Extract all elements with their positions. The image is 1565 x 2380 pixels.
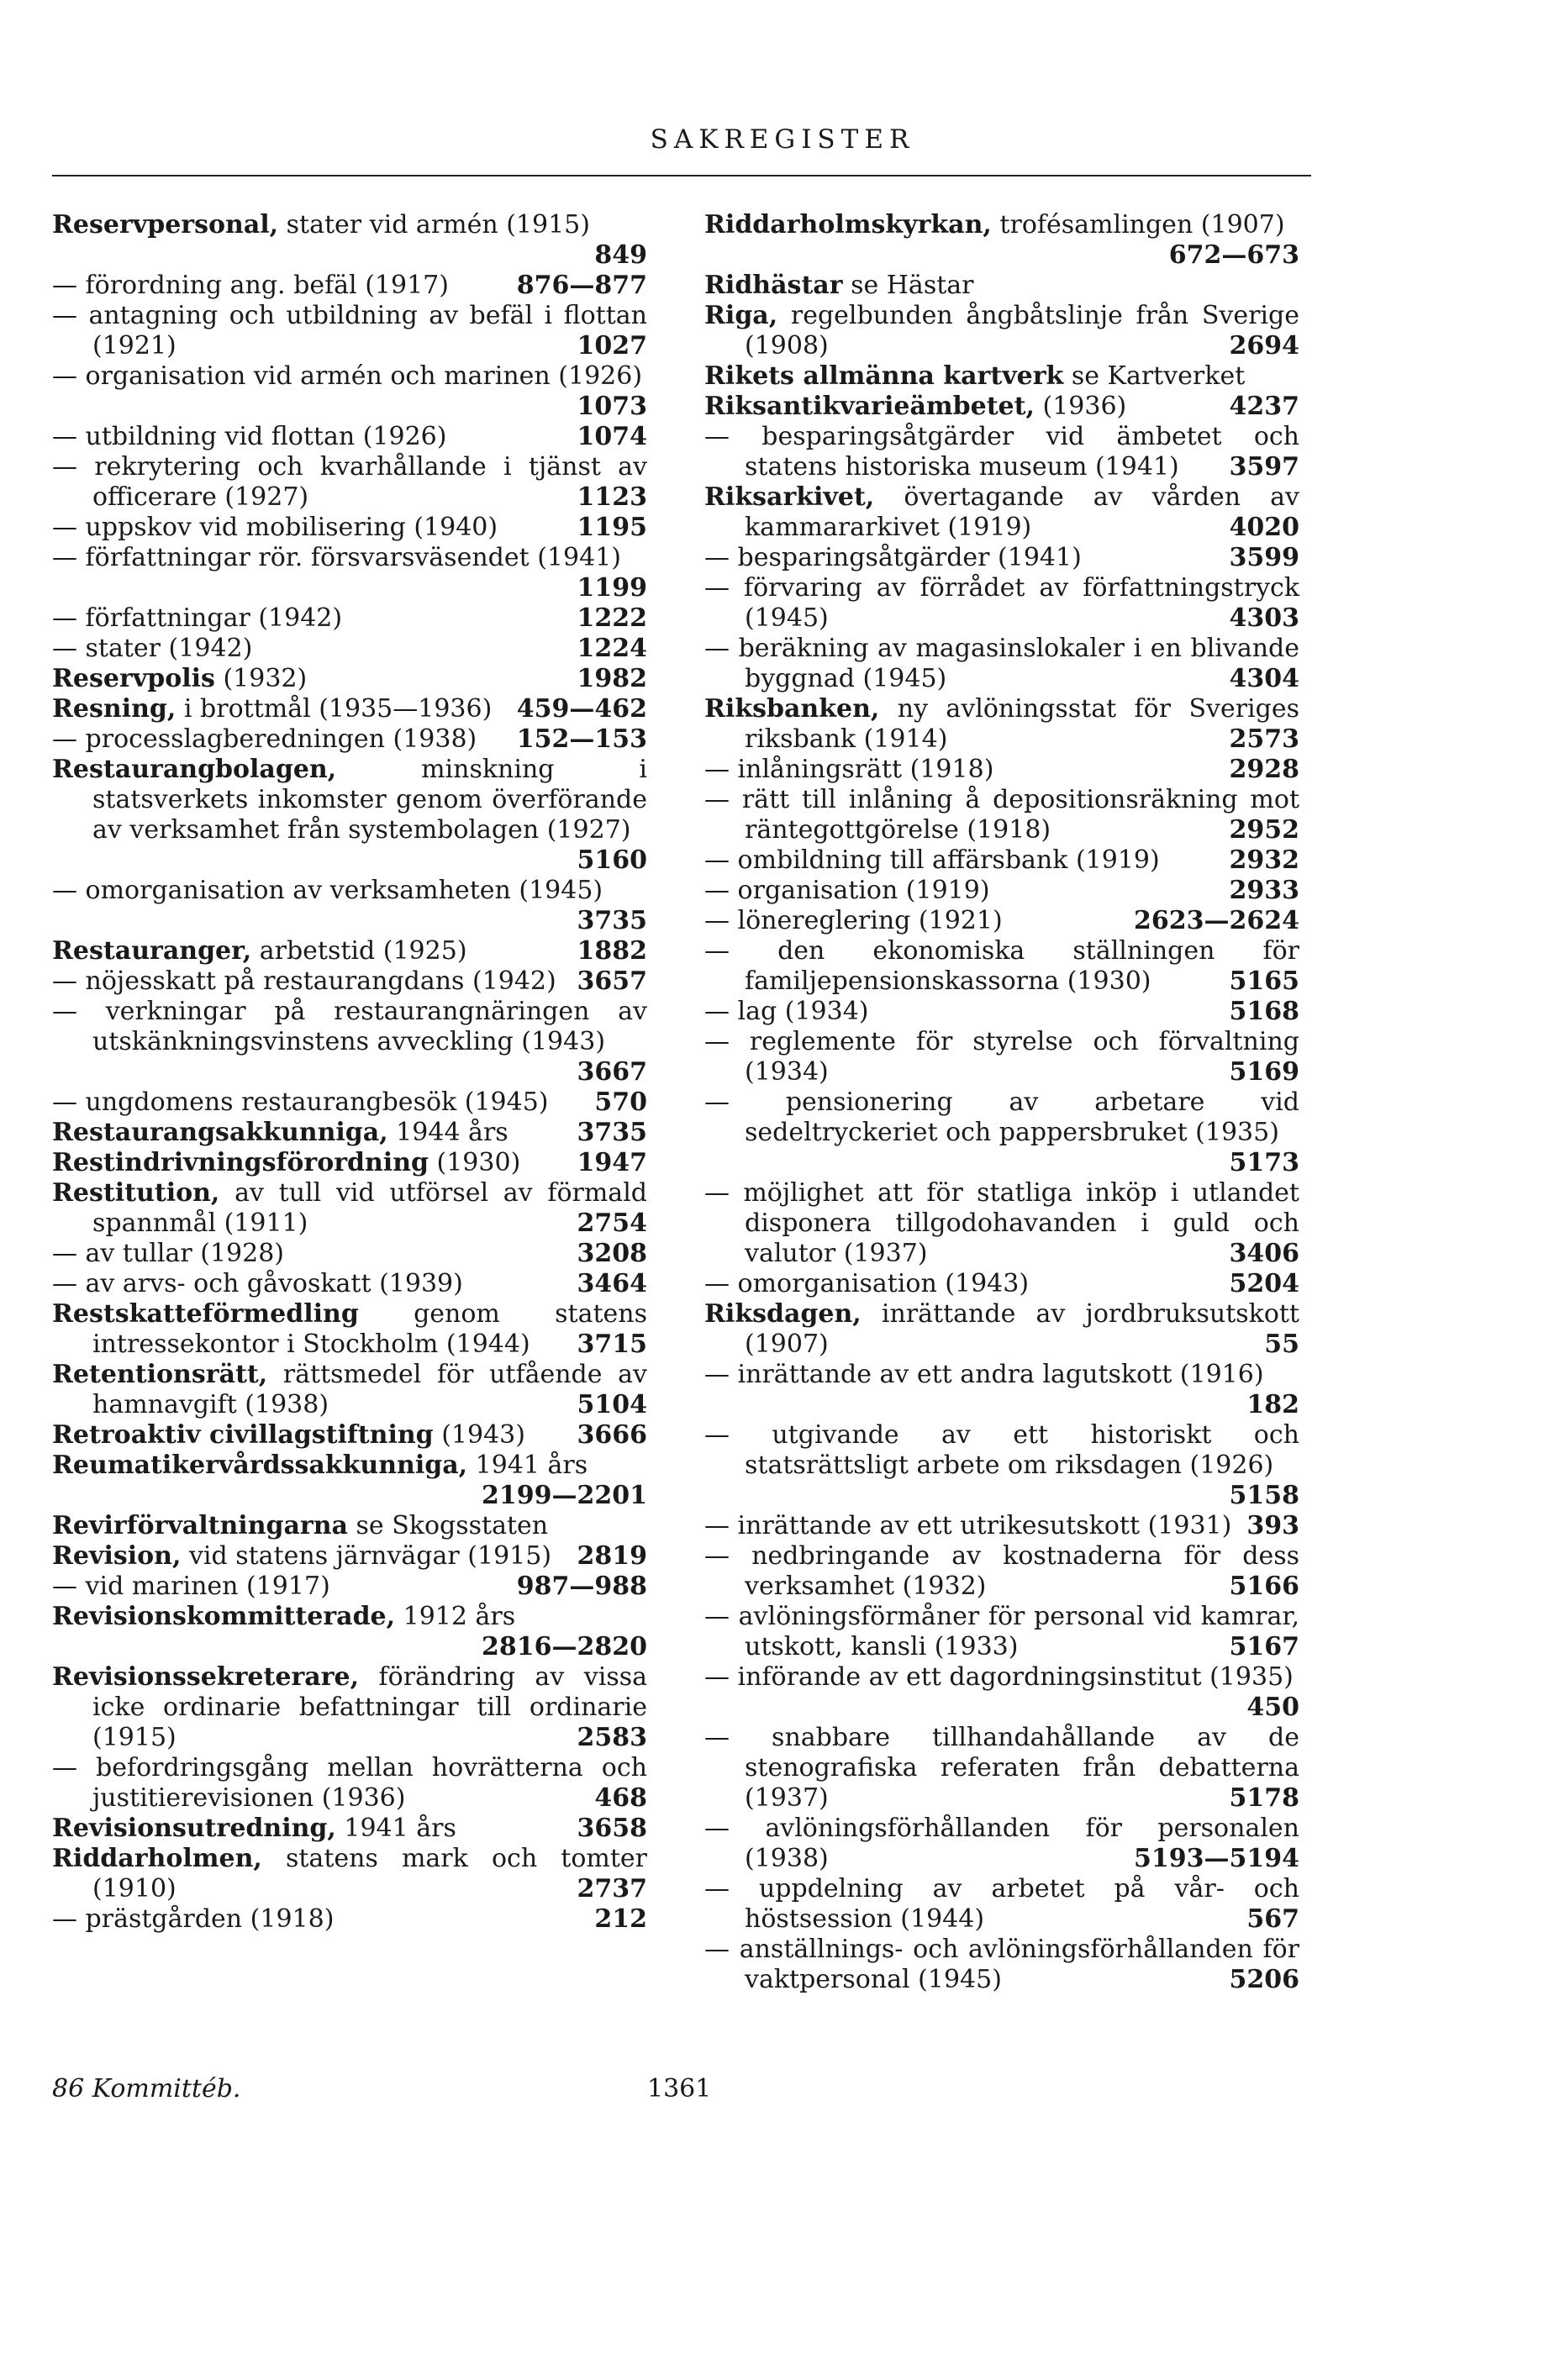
entry-text: regelbunden ångbåtslinje från Sverige (1908) (745, 301, 1299, 361)
entry-page-ref: 4237 (1229, 392, 1299, 421)
index-column-left (52, 210, 647, 2059)
entry-text: — lag (1934) (704, 997, 869, 1026)
entry-text: övertagande av vården av kammararkivet (1919) (745, 482, 1299, 542)
entry-text: — rätt till inlåning å depositionsräkning mot räntegottgörelse (1918) (704, 785, 1299, 845)
index-entry (52, 1118, 647, 1148)
index-entry (52, 422, 647, 452)
index-entry (704, 1935, 1299, 1995)
entry-page-ref: 567 (1246, 1904, 1299, 1934)
entry-page-ref: 5165 (1229, 966, 1299, 996)
page-number: 1361 (647, 2074, 712, 2104)
entry-text: se Hästar (842, 271, 974, 300)
index-entry (52, 1299, 647, 1360)
entry-page-ref: 5158 (1229, 1481, 1299, 1510)
entry-text: se Kartverket (1063, 361, 1246, 391)
entry-text: se Skogsstaten (348, 1511, 549, 1540)
entry-page-ref: 55 (1264, 1330, 1299, 1359)
entry-text: i brottmål (1935—1936) (176, 694, 493, 724)
index-entry (704, 1511, 1299, 1541)
entry-page-ref: 3666 (577, 1420, 647, 1450)
entry-page-ref: 2199—2201 (482, 1481, 647, 1510)
entry-text: — ungdomens restaurangbesök (1945) (52, 1087, 549, 1117)
entry-text: — uppdelning av arbetet på vår- och höstsession (1944) (704, 1874, 1299, 1934)
entry-page-ref: 5160 (577, 845, 647, 875)
index-entry (704, 210, 1299, 271)
entry-page-ref: 5104 (577, 1390, 647, 1419)
index-entry (704, 1178, 1299, 1269)
index-entry (52, 1753, 647, 1814)
index-entry (704, 271, 1299, 301)
entry-text: — den ekonomiska ställningen för familjepensionskassorna (1930) (704, 936, 1299, 996)
entry-text: minskning i statsverkets inkomster genom överförande av verksamhet från systembolagen (1927) (92, 755, 647, 845)
entry-heading: Riddarholmen, (52, 1844, 262, 1873)
entry-heading: Retroaktiv civillagstiftning (52, 1420, 434, 1450)
entry-page-ref: 5168 (1229, 997, 1299, 1026)
entry-page-ref: 2932 (1229, 845, 1299, 875)
entry-text: — inrättande av ett utrikesutskott (1931) (704, 1511, 1232, 1540)
entry-text: — av tullar (1928) (52, 1239, 284, 1268)
entry-heading: Revisionskommitterade, (52, 1602, 396, 1631)
entry-text: av tull vid utförsel av förmald spannmål (1911) (92, 1178, 647, 1238)
entry-page-ref: 2737 (577, 1874, 647, 1903)
entry-text: inrättande av jordbruksutskott (1907) (745, 1299, 1299, 1359)
entry-page-ref: 393 (1246, 1511, 1299, 1540)
entry-page-ref: 3406 (1229, 1239, 1299, 1268)
entry-text: — anställnings- och avlöningsförhållanden för vaktpersonal (1945) (704, 1935, 1299, 1994)
entry-heading: Restauranger, (52, 936, 252, 966)
entry-page-ref: 3667 (577, 1057, 647, 1087)
entry-page-ref: 2623—2624 (1134, 906, 1299, 935)
index-entry (52, 1541, 647, 1572)
entry-text: — beräkning av magasinslokaler i en blivande byggnad (1945) (704, 634, 1299, 693)
entry-text: — omorganisation (1943) (704, 1269, 1030, 1298)
entry-heading: Restitution, (52, 1178, 220, 1208)
entry-text: — nöjesskatt på restaurangdans (1942) (52, 966, 556, 996)
entry-text: — införande av ett dagordningsinstitut (1935) (704, 1662, 1294, 1692)
entry-text: rättsmedel för utfående av hamnavgift (1938) (92, 1360, 647, 1419)
index-entry (704, 1541, 1299, 1602)
entry-text: — organisation (1919) (704, 876, 990, 905)
entry-page-ref: 4304 (1229, 664, 1299, 693)
entry-heading: Ridhästar (704, 271, 843, 300)
entry-heading: Riga, (704, 301, 778, 330)
entry-heading: Riksantikvarieämbetet, (704, 392, 1035, 421)
entry-page-ref: 3464 (577, 1269, 647, 1298)
entry-heading: Restaurangsakkunniga, (52, 1118, 388, 1147)
index-entry (52, 1844, 647, 1904)
index-entry (52, 1148, 647, 1178)
entry-page-ref: 3715 (577, 1330, 647, 1359)
index-entry (52, 271, 647, 301)
index-entry (52, 1269, 647, 1299)
index-entry (52, 301, 647, 361)
entry-text: — pensionering av arbetare vid sedeltryckeriet och pappersbruket (1935) (704, 1087, 1299, 1147)
page-header: SAKREGISTER (650, 124, 915, 155)
entry-text: ny avlöningsstat för Sveriges riksbank (1914) (745, 694, 1299, 754)
entry-text: — författningar rör. försvarsväsendet (1941) (52, 543, 621, 572)
entry-heading: Revisionssekreterare, (52, 1662, 360, 1692)
entry-page-ref: 5204 (1229, 1269, 1299, 1298)
entry-text: arbetstid (1925) (251, 936, 467, 966)
index-entry (704, 1299, 1299, 1360)
entry-page-ref: 1123 (577, 482, 647, 512)
entry-text: statens mark och tomter (1910) (92, 1844, 647, 1903)
entry-heading: Riksarkivet, (704, 482, 875, 512)
entry-page-ref: 3735 (577, 1118, 647, 1147)
entry-text: 1941 års (467, 1451, 588, 1480)
entry-text: (1943) (433, 1420, 525, 1450)
index-entry (52, 694, 647, 724)
entry-page-ref: 672—673 (1168, 240, 1299, 270)
entry-text: — utgivande av ett historiskt och statsrättsligt arbete om riksdagen (1926) (704, 1420, 1299, 1480)
entry-text: — av arvs- och gåvoskatt (1939) (52, 1269, 463, 1298)
entry-text: — reglemente för styrelse och förvaltning (1934) (704, 1027, 1299, 1087)
entry-page-ref: 3597 (1229, 452, 1299, 482)
index-entry (52, 1511, 647, 1541)
index-entry (704, 997, 1299, 1027)
entry-text: — avlöningsförhållanden för personalen (1938) (704, 1814, 1299, 1873)
entry-page-ref: 1073 (577, 392, 647, 421)
entry-page-ref: 2933 (1229, 876, 1299, 905)
index-entry (52, 997, 647, 1087)
entry-page-ref: 3657 (577, 966, 647, 996)
index-entry (704, 785, 1299, 845)
header-rule (52, 175, 1311, 176)
entry-text: — besparingsåtgärder (1941) (704, 543, 1082, 572)
entry-text: — processlagberedningen (1938) (52, 724, 477, 754)
entry-text: (1930) (428, 1148, 521, 1177)
entry-text: — inrättande av ett andra lagutskott (1916) (704, 1360, 1264, 1389)
index-column-right (704, 210, 1299, 2059)
index-entry (52, 543, 647, 603)
entry-page-ref: 468 (594, 1783, 647, 1813)
index-entry (704, 1723, 1299, 1814)
index-entry (52, 1087, 647, 1118)
entry-page-ref: 1027 (577, 331, 647, 361)
entry-page-ref: 2573 (1229, 724, 1299, 754)
entry-text: — ombildning till affärsbank (1919) (704, 845, 1160, 875)
index-entry (704, 1027, 1299, 1087)
index-entry (52, 452, 647, 513)
entry-heading: Revision, (52, 1541, 182, 1571)
entry-text: trofésamlingen (1907) (991, 210, 1285, 240)
entry-heading: Reservpolis (52, 664, 215, 693)
entry-text: stater vid armén (1915) (278, 210, 590, 240)
entry-text: förändring av vissa icke ordinarie befattningar till ordinarie (1915) (92, 1662, 647, 1752)
entry-page-ref: 1199 (577, 573, 647, 603)
entry-heading: Reservpersonal, (52, 210, 279, 240)
entry-page-ref: 2694 (1229, 331, 1299, 361)
index-entry (52, 1360, 647, 1420)
index-entry (52, 1602, 647, 1662)
entry-heading: Revisionsutredning, (52, 1814, 336, 1843)
entry-page-ref: 1882 (577, 936, 647, 966)
entry-page-ref: 3208 (577, 1239, 647, 1268)
index-entry (52, 513, 647, 543)
entry-text: — uppskov vid mobilisering (1940) (52, 513, 498, 542)
entry-page-ref: 2754 (577, 1208, 647, 1238)
index-entry (52, 603, 647, 634)
entry-page-ref: 2928 (1229, 755, 1299, 784)
entry-text: — omorganisation av verksamheten (1945) (52, 876, 603, 905)
entry-page-ref: 1947 (577, 1148, 647, 1177)
entry-page-ref: 5206 (1229, 1965, 1299, 1994)
entry-text: — vid marinen (1917) (52, 1572, 330, 1601)
entry-text: — antagning och utbildning av befäl i flottan (1921) (52, 301, 647, 361)
index-entry (52, 361, 647, 422)
entry-page-ref: 570 (594, 1087, 647, 1117)
entry-text: (1936) (1034, 392, 1127, 421)
index-entry (704, 755, 1299, 785)
entry-page-ref: 3735 (577, 906, 647, 935)
entry-page-ref: 152—153 (516, 724, 647, 754)
entry-page-ref: 1074 (577, 422, 647, 451)
entry-page-ref: 3658 (577, 1814, 647, 1843)
entry-heading: Reumatikervårdssakkunniga, (52, 1451, 468, 1480)
entry-text: 1944 års (387, 1118, 508, 1147)
entry-text: 1912 års (395, 1602, 516, 1631)
entry-page-ref: 1224 (577, 634, 647, 663)
entry-page-ref: 459—462 (516, 694, 647, 724)
entry-text: genom statens intressekontor i Stockholm (1944) (92, 1299, 647, 1359)
index-entry (704, 1360, 1299, 1420)
entry-page-ref: 3599 (1229, 543, 1299, 572)
index-entry (704, 906, 1299, 936)
index-entry (52, 634, 647, 664)
index-entry (52, 664, 647, 694)
entry-text: — befordringsgång mellan hovrätterna och justitierevisionen (1936) (52, 1753, 647, 1813)
entry-page-ref: 1982 (577, 664, 647, 693)
entry-page-ref: 2819 (577, 1541, 647, 1571)
entry-text: — verkningar på restaurangnäringen av utskänkningsvinstens avveckling (1943) (52, 997, 647, 1056)
entry-page-ref: 5173 (1229, 1148, 1299, 1177)
entry-page-ref: 4020 (1229, 513, 1299, 542)
entry-text: — stater (1942) (52, 634, 253, 663)
entry-text: — utbildning vid flottan (1926) (52, 422, 447, 451)
entry-heading: Riksdagen, (704, 1299, 862, 1329)
index-entry (704, 543, 1299, 573)
index-entry (52, 1420, 647, 1451)
entry-text: — förordning ang. befäl (1917) (52, 271, 449, 300)
entry-heading: Revirförvaltningarna (52, 1511, 348, 1540)
index-entry (52, 1662, 647, 1753)
index-entry (704, 301, 1299, 361)
entry-text: — rekrytering och kvarhållande i tjänst av officerare (1927) (52, 452, 647, 512)
entry-page-ref: 212 (594, 1904, 647, 1934)
entry-page-ref: 876—877 (516, 271, 647, 300)
entry-page-ref: 5178 (1229, 1783, 1299, 1813)
entry-heading: Retentionsrätt, (52, 1360, 268, 1389)
entry-text: vid statens järnvägar (1915) (181, 1541, 552, 1571)
entry-heading: Resning, (52, 694, 177, 724)
entry-heading: Rikets allmänna kartverk (704, 361, 1064, 391)
entry-page-ref: 1195 (577, 513, 647, 542)
entry-page-ref: 2952 (1229, 815, 1299, 845)
entry-page-ref: 5169 (1229, 1057, 1299, 1087)
index-entry (52, 876, 647, 936)
index-entry (52, 1904, 647, 1935)
index-entry (704, 936, 1299, 997)
entry-heading: Restaurangbolagen, (52, 755, 337, 784)
entry-page-ref: 849 (594, 240, 647, 270)
entry-page-ref: 2583 (577, 1723, 647, 1752)
index-entry (704, 1874, 1299, 1935)
entry-heading: Restskatteförmedling (52, 1299, 359, 1329)
index-entry (704, 694, 1299, 755)
entry-page-ref: 182 (1246, 1390, 1299, 1419)
entry-page-ref: 5193—5194 (1134, 1844, 1299, 1873)
entry-text: — möjlighet att för statliga inköp i utlandet disponera tillgodohavanden i guld och valutor (1937) (704, 1178, 1299, 1268)
index-entry (704, 482, 1299, 543)
index-entry (704, 876, 1299, 906)
entry-text: — författningar (1942) (52, 603, 343, 633)
entry-page-ref: 1222 (577, 603, 647, 633)
index-entry (52, 724, 647, 755)
index-entry (52, 1572, 647, 1602)
index-entry (704, 422, 1299, 482)
entry-text: — nedbringande av kostnaderna för dess verksamhet (1932) (704, 1541, 1299, 1601)
entry-text: — avlöningsförmåner för personal vid kamrar, utskott, kansli (1933) (704, 1602, 1299, 1661)
index-entry (52, 1451, 647, 1511)
entry-text: — förvaring av förrådet av författningstryck (1945) (704, 573, 1299, 633)
index-entry (52, 1814, 647, 1844)
index-entry (704, 1662, 1299, 1723)
entry-page-ref: 5167 (1229, 1632, 1299, 1661)
index-entry (52, 966, 647, 997)
index-entry (52, 936, 647, 966)
entry-page-ref: 4303 (1229, 603, 1299, 633)
entry-text: — organisation vid armén och marinen (1926) (52, 361, 643, 391)
index-entry (704, 361, 1299, 392)
index-entry (704, 1269, 1299, 1299)
entry-heading: Riksbanken, (704, 694, 880, 724)
entry-page-ref: 987—988 (516, 1572, 647, 1601)
index-entry (52, 755, 647, 876)
entry-text: 1941 års (335, 1814, 456, 1843)
entry-page-ref: 2816—2820 (482, 1632, 647, 1661)
entry-text: — lönereglering (1921) (704, 906, 1003, 935)
entry-text: — snabbare tillhandahållande av de stenografiska referaten från debatterna (1937) (704, 1723, 1299, 1813)
index-entry (704, 1420, 1299, 1511)
index-entry (52, 1239, 647, 1269)
index-entry (704, 392, 1299, 422)
entry-page-ref: 5166 (1229, 1572, 1299, 1601)
entry-heading: Riddarholmskyrkan, (704, 210, 992, 240)
index-entry (704, 1087, 1299, 1178)
entry-text: — inlåningsrätt (1918) (704, 755, 994, 784)
index-entry (52, 210, 647, 271)
index-entry (704, 1602, 1299, 1662)
entry-text: (1932) (214, 664, 308, 693)
index-entry (704, 634, 1299, 694)
entry-page-ref: 450 (1246, 1693, 1299, 1722)
footer-signature: 86 Kommittéb. (52, 2074, 241, 2104)
entry-heading: Restindrivningsförordning (52, 1148, 429, 1177)
index-entry (704, 573, 1299, 634)
index-entry (704, 1814, 1299, 1874)
entry-text: — besparingsåtgärder vid ämbetet och statens historiska museum (1941) (704, 422, 1299, 482)
index-entry (52, 1178, 647, 1239)
index-entry (704, 845, 1299, 876)
entry-text: — prästgården (1918) (52, 1904, 335, 1934)
